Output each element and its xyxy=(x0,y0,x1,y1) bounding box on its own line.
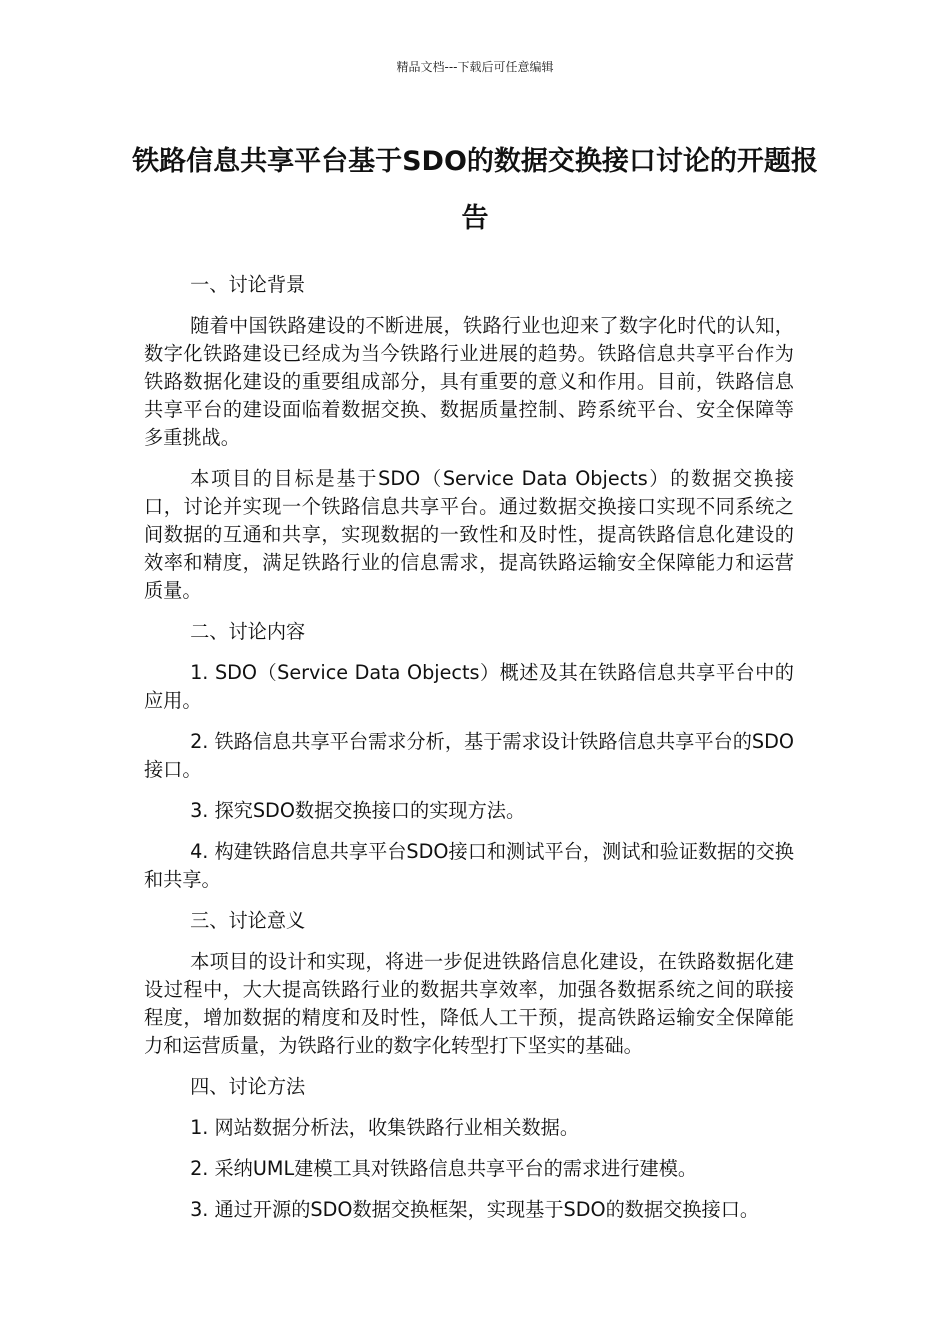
methods-item-2: 2. 采纳UML建模工具对铁路信息共享平台的需求进行建模。 xyxy=(190,1157,698,1180)
section-heading-significance: 三、讨论意义 xyxy=(190,909,306,932)
section-heading-methods: 四、讨论方法 xyxy=(190,1075,306,1098)
background-paragraph-2: 本项目的目标是基于SDO（Service Data Objects）的数据交换接口，讨论并实现一个铁路信息共享平台。通过数据交换接口实现不同系统之间数据的互通和共享，实现数据的一致性和及时性，提高铁路信息化建设的效率和精度，满足铁路行业的信息需求，提高铁路运输安全保障能力和运营质量。 xyxy=(144,467,794,602)
document-title: 铁路信息共享平台基于SDO的数据交换接口讨论的开题报告 xyxy=(132,146,818,234)
page-header-note: 精品文档---下载后可任意编辑 xyxy=(396,60,554,74)
background-paragraph-1: 随着中国铁路建设的不断进展，铁路行业也迎来了数字化时代的认知，数字化铁路建设已经成为当今铁路行业进展的趋势。铁路信息共享平台作为铁路数据化建设的重要组成部分，具有重要的意义和作用。目前，铁路信息共享平台的建设面临着数据交换、数据质量控制、跨系统平台、安全保障等多重挑战。 xyxy=(144,314,794,449)
content-item-1: 1. SDO（Service Data Objects）概述及其在铁路信息共享平台中的应用。 xyxy=(144,661,794,712)
methods-item-3: 3. 通过开源的SDO数据交换框架，实现基于SDO的数据交换接口。 xyxy=(190,1198,760,1221)
content-item-4: 4. 构建铁路信息共享平台SDO接口和测试平台，测试和验证数据的交换和共享。 xyxy=(144,840,794,891)
significance-paragraph: 本项目的设计和实现，将进一步促进铁路信息化建设，在铁路数据化建设过程中，大大提高铁路行业的数据共享效率，加强各数据系统之间的联接程度，增加数据的精度和及时性，降低人工干预，提高铁路运输安全保障能力和运营质量，为铁路行业的数字化转型打下坚实的基础。 xyxy=(144,950,794,1057)
content-item-2: 2. 铁路信息共享平台需求分析，基于需求设计铁路信息共享平台的SDO接口。 xyxy=(144,730,794,781)
document-body xyxy=(144,271,794,1237)
section-heading-content: 二、讨论内容 xyxy=(190,620,306,643)
methods-item-1: 1. 网站数据分析法，收集铁路行业相关数据。 xyxy=(190,1116,580,1139)
section-heading-background: 一、讨论背景 xyxy=(190,273,306,296)
content-item-3: 3. 探究SDO数据交换接口的实现方法。 xyxy=(190,799,526,822)
